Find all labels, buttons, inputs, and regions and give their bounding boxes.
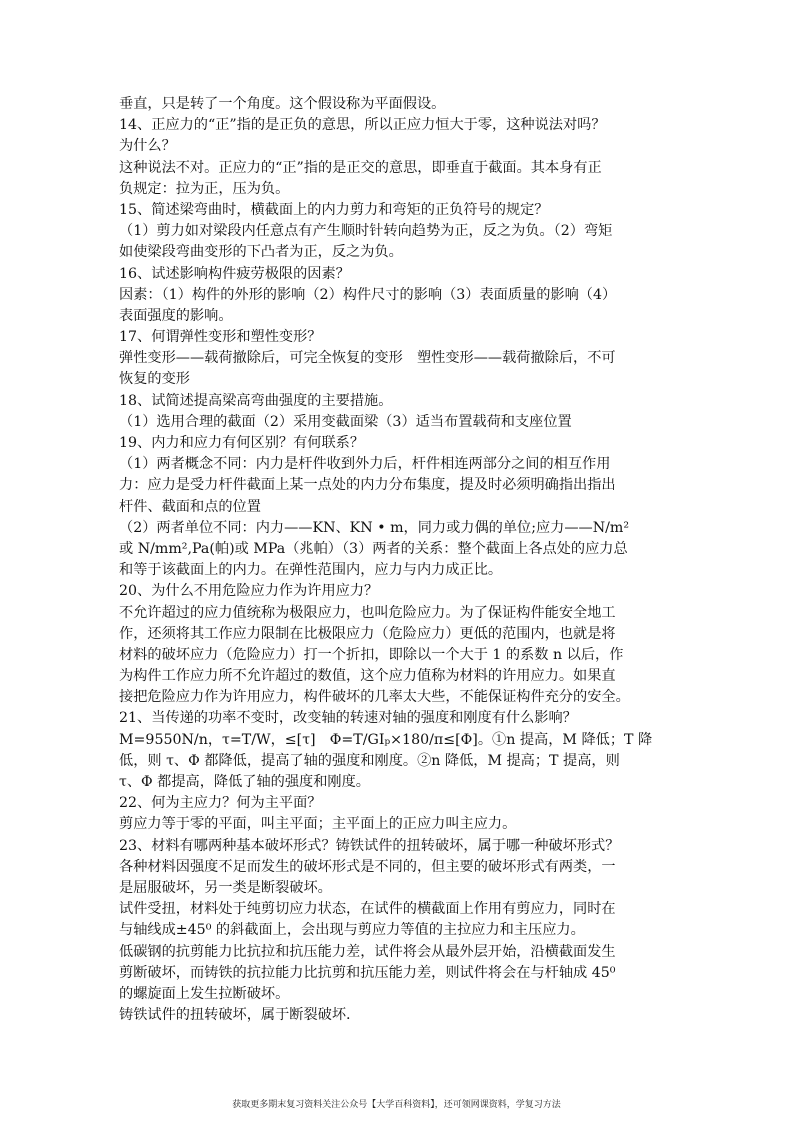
body-text [119,94,679,1026]
text-line: 是屈服破坏，另一类是断裂破坏。 [119,879,332,896]
text-line: 杆件、截面和点的位置 [119,498,261,515]
question-22: 22、何为主应力？何为主平面？ [119,795,322,812]
text-line: 为构件工作应力所不允许超过的数值，这个应力值称为材料的许用应力。如果直 [119,668,616,685]
question-21: 21、当传递的功率不变时，改变轴的转速对轴的强度和刚度有什么影响？ [119,710,577,727]
question-23: 23、材料有哪两种基本破坏形式？铸铁试件的扭转破坏，属于哪一种破坏形式？ [119,837,620,854]
text-line: 作，还须将其工作应力限制在比极限应力（危险应力）更低的范围内，也就是将 [119,625,616,642]
text-line: τ、Φ 都提高，降低了轴的强度和刚度。 [119,774,370,790]
question-20: 20、为什么不用危险应力作为许用应力？ [119,583,379,600]
page-footer: 获取更多期末复习资料关注公众号【大学百科资料】，还可领网课资料，学复习方法 [232,1100,561,1110]
question-14: 14、正应力的“正”指的是正负的意思，所以正应力恒大于零，这种说法对吗？ [119,117,606,134]
text-line: 材料的破坏应力（危险应力）打一个折扣，即除以一个大于 1 的系数 n 以后，作 [119,646,624,663]
text-line: 或 N/mm²,Pa(帕)或 MPa（兆帕）（3）两者的关系：整个截面上各点处的应力总 [119,540,628,557]
text-line: 接把危险应力作为许用应力，构件破坏的几率太大些，不能保证构件充分的安全。 [119,689,630,706]
text-line: 垂直，只是转了一个角度。这个假设称为平面假设。 [119,96,446,112]
text-line: 剪应力等于零的平面，叫主平面；主平面上的正应力叫主应力。 [119,816,517,833]
text-line: 不允许超过的应力值统称为极限应力，也叫危险应力。为了保证构件能安全地工 [119,604,616,621]
question-18: 18、试简述提高梁高弯曲强度的主要措施。 [119,392,393,409]
question-16: 16、试述影响构件疲劳极限的因素？ [119,265,350,282]
question-17: 17、何谓弹性变形和塑性变形？ [119,329,322,346]
text-line: 恢复的变形 [119,371,190,388]
text-line: 低，则 τ、Φ 都降低，提高了轴的强度和刚度。②n 降低，M 提高；T 提高，则 [119,752,620,769]
text-line: 铸铁试件的扭转破坏，属于断裂破坏. [119,1007,351,1024]
text-line: 与轴线成±45⁰ 的斜截面上，会出现与剪应力等值的主拉应力和主压应力。 [119,922,585,939]
text-line: 为什么？ [119,138,176,155]
text-line: （1）剪力如对梁段内任意点有产生顺时针转向趋势为正，反之为负。（2）弯矩 [119,223,613,240]
text-line: 低碳钢的抗剪能力比抗拉和抗压能力差，试件将会从最外层开始，沿横截面发生 [119,943,616,960]
question-15: 15、简述梁弯曲时，横截面上的内力剪力和弯矩的正负符号的规定？ [119,201,549,218]
text-line: 表面强度的影响。 [119,307,233,324]
text-line: 的螺旋面上发生拉断破坏。 [119,985,290,1002]
text-line: 试件受扭，材料处于纯剪切应力状态，在试件的横截面上作用有剪应力，同时在 [119,901,616,918]
formula-line: M=9550N/n，τ=T/W，≤[τ] Φ=T/GIₚ×180/π≤[Φ]。①n 提高，M 降低；T 降 [119,731,653,748]
text-line: 因素：（1）构件的外形的影响（2）构件尺寸的影响（3）表面质量的影响（4） [119,286,617,303]
question-19: 19、内力和应力有何区别？有何联系？ [119,435,365,451]
text-line: 如使梁段弯曲变形的下凸者为正，反之为负。 [119,244,403,261]
text-line: 剪断破坏，而铸铁的抗拉能力比抗剪和抗压能力差，则试件将会在与杆轴成 45⁰ [119,964,616,981]
text-line: 负规定：拉为正，压为负。 [119,180,290,197]
text-line: 各种材料因强度不足而发生的破坏形式是不同的，但主要的破坏形式有两类，一 [119,858,616,875]
text-line: 弹性变形——载荷撤除后，可完全恢复的变形 塑性变形——载荷撤除后，不可 [119,350,616,367]
text-line: （1）两者概念不同：内力是杆件收到外力后，杆件相连两部分之间的相互作用 [119,456,611,473]
text-line: （2）两者单位不同：内力——KN、KN • m，同力或力偶的单位;应力——N/m² [119,519,630,536]
text-line: 这种说法不对。正应力的“正”指的是正交的意思，即垂直于截面。其本身有正 [119,159,602,176]
text-line: 力：应力是受力杆件截面上某一点处的内力分布集度，提及时必须明确指出指出 [119,477,616,494]
text-line: 和等于该截面上的内力。在弹性范围内，应力与内力成正比。 [119,562,503,579]
text-line: （1）选用合理的截面（2）采用变截面梁（3）适当布置载荷和支座位置 [119,413,572,430]
